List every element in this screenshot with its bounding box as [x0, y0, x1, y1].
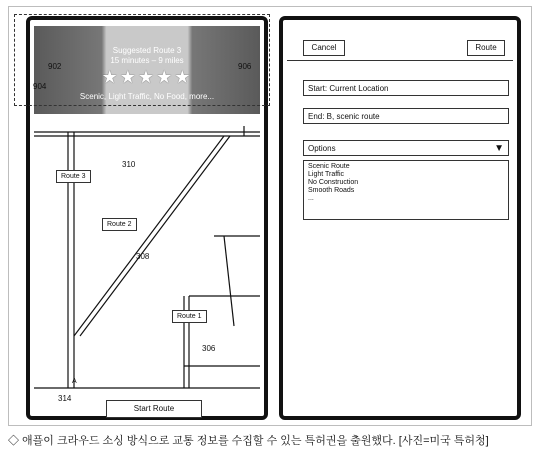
- ref-906: 906: [238, 62, 252, 71]
- option-item[interactable]: Scenic Route: [308, 163, 350, 170]
- right-phone-screen: [279, 16, 521, 420]
- banner-title: Suggested Route 3: [112, 46, 182, 55]
- route-3-callout[interactable]: Route 3: [56, 170, 91, 183]
- ref-904: 904: [33, 82, 47, 91]
- header-divider: [287, 60, 513, 61]
- dashed-highlight: [14, 14, 270, 106]
- dropdown-arrow-icon[interactable]: ▼: [494, 143, 504, 154]
- option-item[interactable]: ...: [308, 195, 314, 202]
- figure-caption: ◇ 애플이 크라우드 소싱 방식으로 교통 정보를 수집할 수 있는 특허권을 출원했다. [사진=미국 특허청]: [8, 435, 489, 447]
- end-location-field[interactable]: End: B, scenic route: [303, 108, 509, 124]
- route-button[interactable]: Route: [467, 40, 505, 56]
- options-label: Options: [308, 144, 336, 153]
- route-2-callout[interactable]: Route 2: [102, 218, 137, 231]
- cancel-button[interactable]: Cancel: [303, 40, 345, 56]
- rating-stars-icon: ★★★★★: [101, 67, 193, 87]
- start-location-field[interactable]: Start: Current Location: [303, 80, 509, 96]
- ref-306: 306: [202, 344, 216, 353]
- point-a-marker: A: [72, 378, 77, 385]
- ref-310: 310: [122, 160, 136, 169]
- option-item[interactable]: Smooth Roads: [308, 187, 355, 194]
- ref-314: 314: [58, 394, 72, 403]
- start-route-button[interactable]: Start Route: [106, 400, 202, 418]
- ref-902: 902: [48, 62, 62, 71]
- options-dropdown[interactable]: [303, 140, 509, 156]
- ref-308: 308: [136, 252, 150, 261]
- options-list: [303, 160, 509, 220]
- option-item[interactable]: Light Traffic: [308, 171, 345, 178]
- banner-tags: Scenic, Light Traffic, No Food, more...: [79, 92, 215, 101]
- route-1-callout[interactable]: Route 1: [172, 310, 207, 323]
- banner-subtitle: 15 minutes – 9 miles: [110, 56, 184, 65]
- option-item[interactable]: No Construction: [308, 179, 359, 186]
